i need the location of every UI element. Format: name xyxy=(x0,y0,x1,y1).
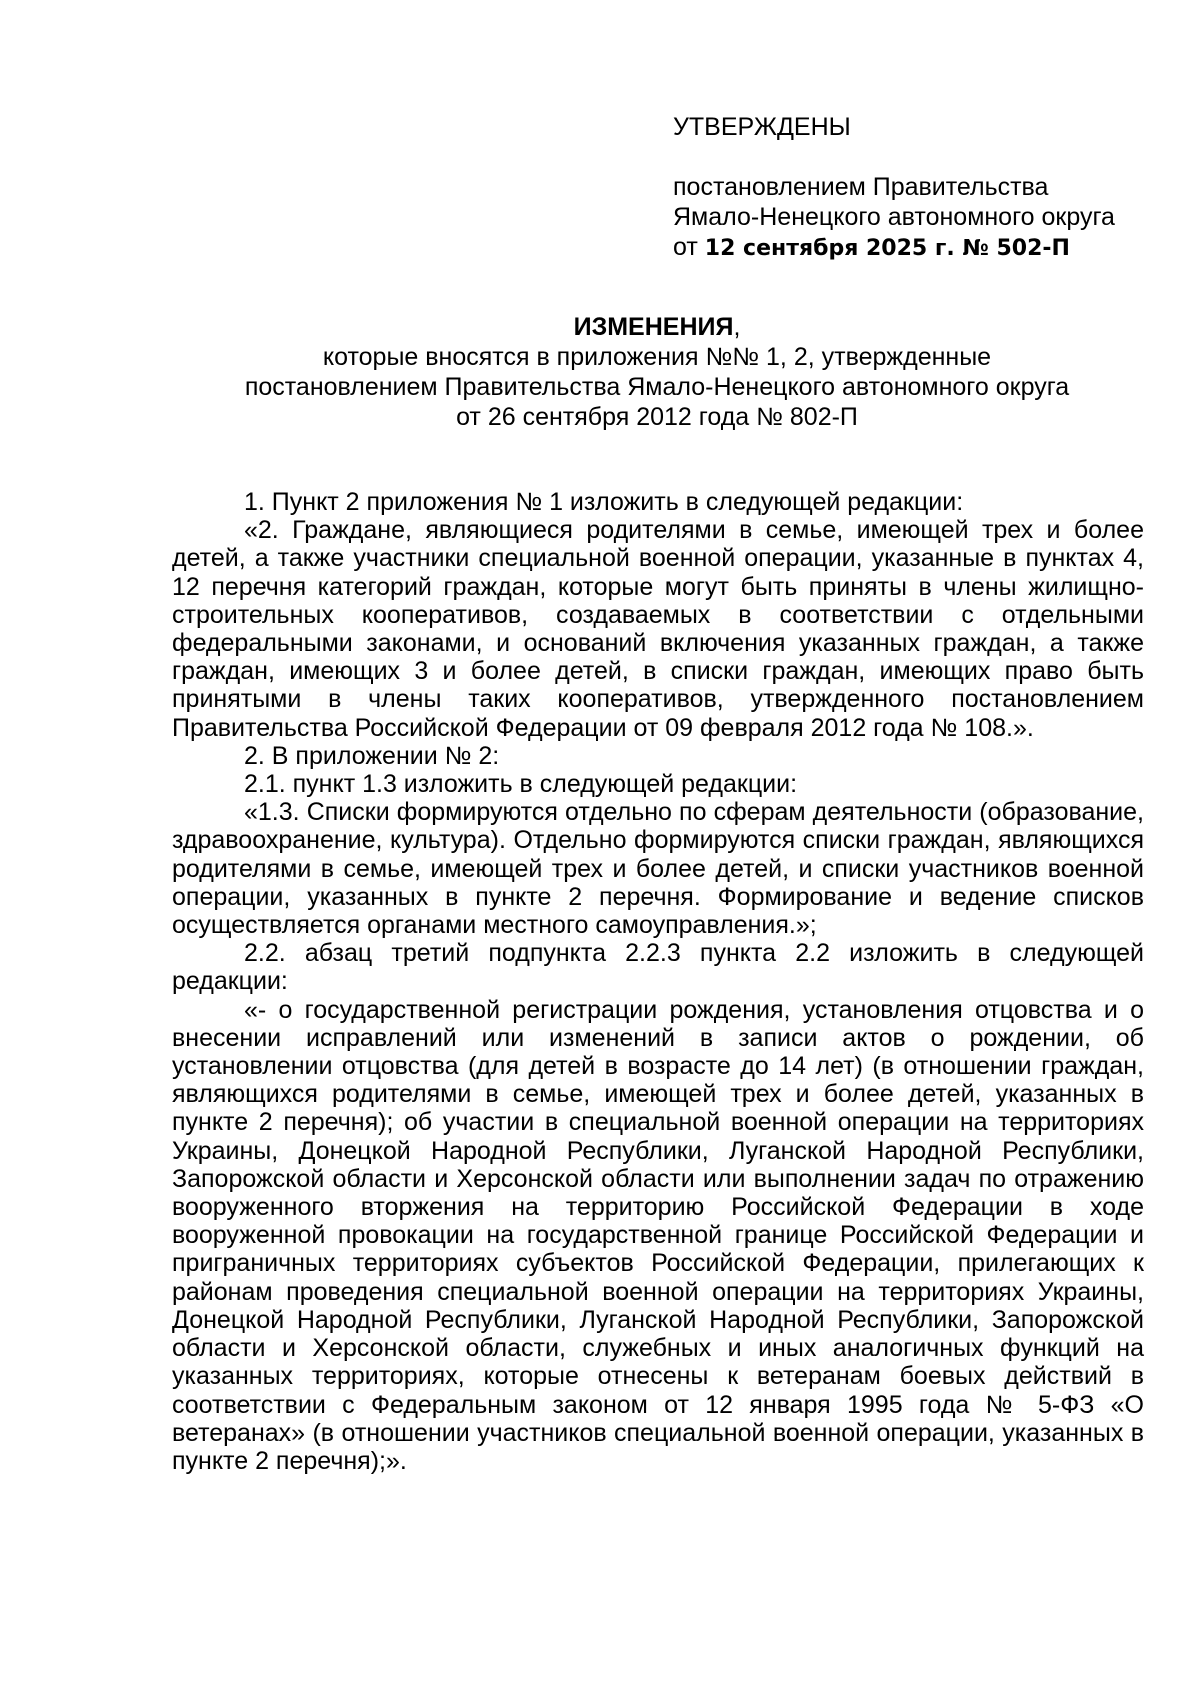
paragraph-6: 2.2. абзац третий подпункта 2.2.3 пункта 2.2 изложить в следующей редакции: xyxy=(172,939,1144,996)
document-title xyxy=(172,312,1142,432)
approval-stamp: УТВЕРЖДЕНЫ xyxy=(673,113,851,141)
approval-block xyxy=(673,112,1153,264)
approval-line-1: постановлением Правительства xyxy=(673,173,1049,201)
title-line-3: от 26 сентября 2012 года № 802-П xyxy=(456,403,858,431)
title-line-1: которые вносятся в приложения №№ 1, 2, утвержденные xyxy=(322,343,992,371)
paragraph-2: «2. Граждане, являющиеся родителями в семье, имеющей трех и более детей, а также участники специальной военной операции, указанные в пунктах 4, 12 перечня категорий граждан, которые могут быть приняты в члены жилищно-строительных кооперативов, создаваемых в соответствии с отдельными федеральными законами, и оснований включения указанных граждан, а также граждан, имеющих 3 и более детей, в списки граждан, имеющих право быть принятыми в члены таких кооперативов, утвержденного постановлением Правительства Российской Федерации от 09 февраля 2012 года № 108.». xyxy=(172,516,1144,742)
paragraph-4: 2.1. пункт 1.3 изложить в следующей редакции: xyxy=(244,770,798,799)
approval-date-prefix: от xyxy=(673,233,698,261)
paragraph-7: «- о государственной регистрации рождения, установления отцовства и о внесении исправлений или изменений в записи актов о рождении, об установлении отцовства (для детей в возрасте до 14 лет) (в отношении граждан, являющихся родителями в семье, имеющей трех и более детей, указанных в пункте 2 перечня); об участии в специальной военной операции на территориях Украины, Донецкой Народной Республики, Луганской Народной Республики, Запорожской области и Херсонской области или выполнении задач по отражению вооруженного вторжения на территорию Российской Федерации в ходе вооруженной провокации на государственной границе Российской Федерации и приграничных территориях субъектов Российской Федерации, прилегающих к районам проведения специальной военной операции на территориях Украины, Донецкой Народной Республики, Луганской Народной Республики, Запорожской области и Херсонской области, служебных и иных аналогичных функций на указанных территориях, которые отнесены к ветеранам боевых действий в соответствии с Федеральным законом от 12 января 1995 года № 5-ФЗ «О ветеранах» (в отношении участников специальной военной операции, указанных в пункте 2 перечня);». xyxy=(172,995,1144,1475)
title-line-2: постановлением Правительства Ямало-Ненецкого автономного округа xyxy=(244,373,1070,401)
approval-line-2: Ямало-Ненецкого автономного округа xyxy=(673,203,1115,231)
title-heading: ИЗМЕНЕНИЯ xyxy=(573,313,734,341)
title-heading-line xyxy=(172,312,1142,342)
document-body xyxy=(172,488,1144,1475)
approval-date-line xyxy=(673,232,1153,264)
paragraph-1: 1. Пункт 2 приложения № 1 изложить в следующей редакции: xyxy=(244,488,964,516)
paragraph-5: «1.3. Списки формируются отдельно по сферам деятельности (образование, здравоохранение, культура). Отдельно формируются списки граждан, являющихся родителями в семье, имеющей трех и более детей, и списки участников военной операции, указанных в пункте 2 перечня. Формирование и ведение списков осуществляется органами местного самоуправления.»; xyxy=(172,798,1144,940)
paragraph-3: 2. В приложении № 2: xyxy=(244,741,500,770)
approval-date-value: 12 сентября 2025 г. № 502-П xyxy=(704,236,1070,261)
title-heading-suffix: , xyxy=(733,313,741,341)
